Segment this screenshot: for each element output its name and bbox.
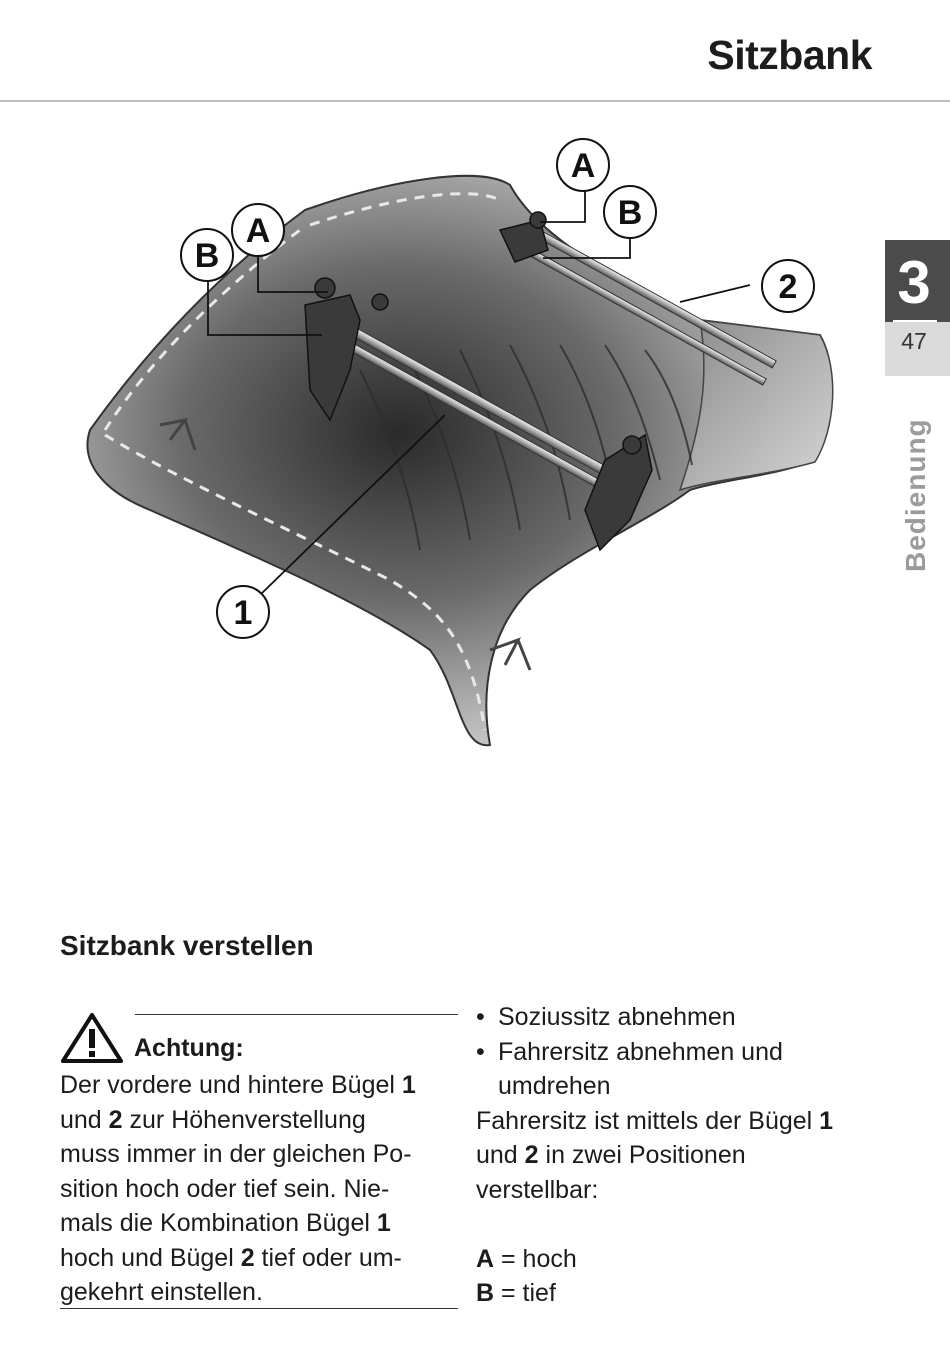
callout-1-label: 1 <box>233 594 253 632</box>
bullet-mark: • <box>476 1003 485 1031</box>
bullet-item <box>476 1035 896 1104</box>
spacer <box>476 1207 896 1242</box>
seat-illustration <box>60 130 860 770</box>
text-run: und <box>476 1141 518 1169</box>
bold-reference: 2 <box>240 1243 255 1272</box>
callout-1 <box>217 586 269 638</box>
callout-a-rear <box>557 139 609 191</box>
callout-b-rear <box>604 186 656 238</box>
callout-2-label: 2 <box>778 268 798 306</box>
warning-bottom-rule <box>60 1308 458 1309</box>
chapter-separator <box>893 320 937 322</box>
section-heading: Sitzbank verstellen <box>60 930 314 961</box>
legend-text: = hoch <box>494 1244 577 1273</box>
text-run: tief oder um- gekehrt einstellen. <box>60 1243 402 1306</box>
warning-title: Achtung: <box>134 1034 244 1062</box>
bold-reference: 1 <box>376 1209 391 1237</box>
bold-reference: 2 <box>524 1141 539 1169</box>
text-run: hoch und Bügel <box>60 1243 234 1272</box>
bullet-text: Fahrersitz abnehmen und umdrehen <box>498 1037 783 1100</box>
legend-item <box>476 1276 896 1311</box>
warning-text <box>60 1068 458 1310</box>
callout-a-front-label: A <box>245 212 271 250</box>
warning-top-rule <box>135 1014 458 1015</box>
legend-item <box>476 1242 896 1277</box>
callout-a-front <box>232 204 284 256</box>
text-run: Der vordere und hintere Bügel <box>60 1071 402 1099</box>
bold-reference: 1 <box>819 1106 834 1135</box>
chapter-number: 3 <box>897 249 931 316</box>
seat-drawing <box>60 130 860 770</box>
callout-b-front-label: B <box>194 237 220 275</box>
text-run: Fahrersitz ist mittels der Bügel <box>476 1106 820 1135</box>
text-run: zur Höhenverstellung muss immer in der gleichen Po- sition hoch oder tief sein. Nie- mals die Kombination Bügel <box>60 1105 412 1237</box>
callout-a-rear-label: A <box>570 147 596 185</box>
legend-text: = tief <box>494 1279 556 1307</box>
bold-reference: 1 <box>401 1071 416 1099</box>
section-label: Bedienung <box>900 418 931 572</box>
page-number: 47 <box>901 328 927 354</box>
bullet-mark: • <box>476 1037 485 1066</box>
legend-key: A <box>476 1244 495 1273</box>
legend-key: B <box>476 1279 495 1307</box>
adjustment-paragraph <box>476 1104 896 1208</box>
header-divider <box>0 100 950 102</box>
callout-b-front <box>181 229 233 281</box>
warning-triangle-icon <box>60 1012 124 1064</box>
text-run: in zwei Positionen verstellbar: <box>476 1141 746 1204</box>
page-title: Sitzbank <box>707 32 872 78</box>
callout-b-rear-label: B <box>617 194 643 232</box>
bullet-text: Soziussitz abnehmen <box>498 1003 736 1031</box>
callout-2 <box>762 260 814 312</box>
instructions <box>476 1000 896 1311</box>
bullet-item <box>476 1000 896 1035</box>
text-run: und <box>60 1105 102 1134</box>
bold-reference: 2 <box>108 1105 123 1134</box>
